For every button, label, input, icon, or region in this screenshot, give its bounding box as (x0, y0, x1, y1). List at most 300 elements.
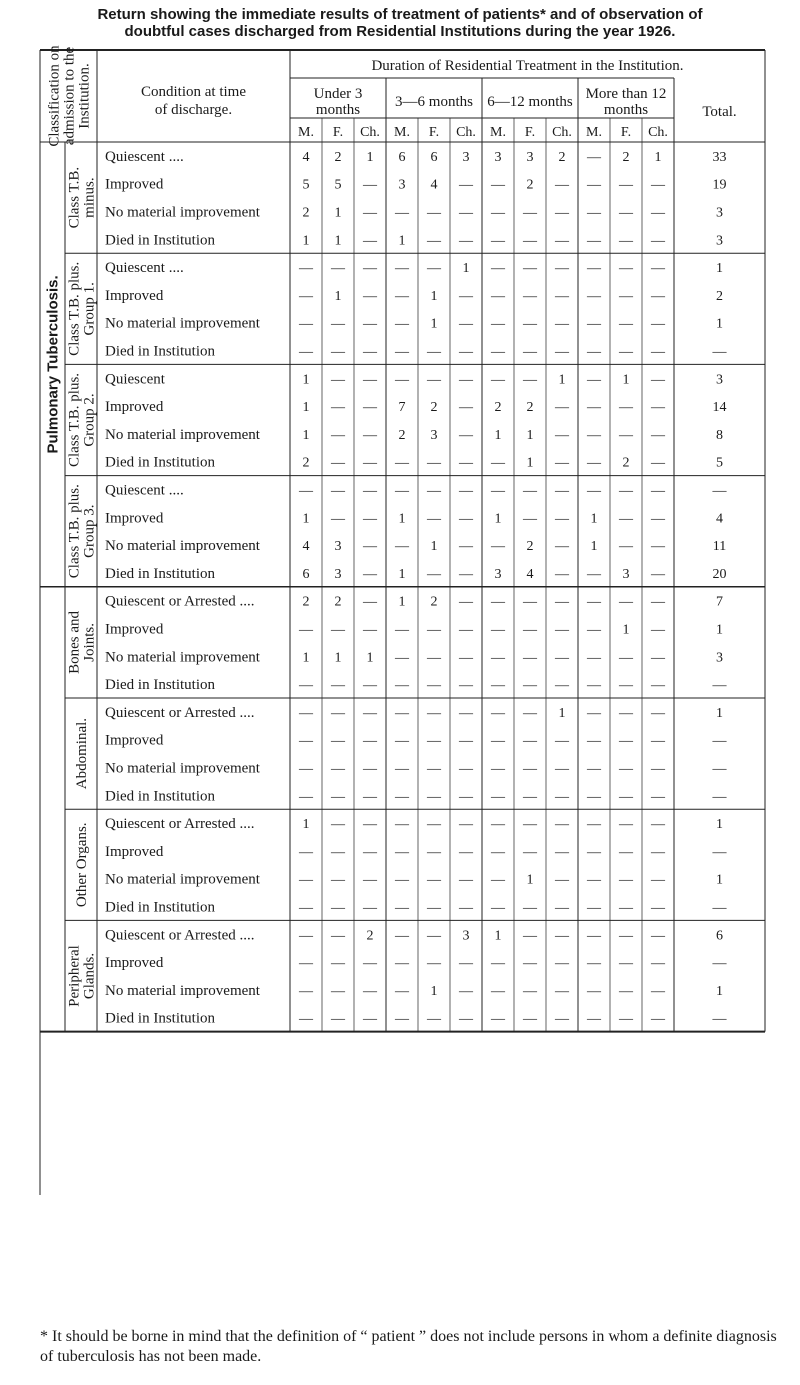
cell-value: — (619, 205, 633, 221)
cell-value: — (587, 705, 601, 721)
cell-value: — (651, 761, 665, 777)
cell-value: — (363, 205, 377, 221)
cell-value: — (523, 650, 537, 666)
cell-value: — (651, 1011, 665, 1027)
cell-value: — (523, 1011, 537, 1027)
cell-value: 1 (654, 149, 662, 165)
cell-value: — (331, 983, 345, 999)
cell-value: — (555, 483, 569, 499)
cell-value: — (459, 566, 473, 582)
cell-value: — (395, 900, 409, 916)
cell-value: — (427, 261, 441, 277)
cell-value: — (587, 956, 601, 972)
cell-value: — (651, 400, 665, 416)
cell-value: — (555, 511, 569, 527)
title-line-1: Return showing the immediate results of treatment of patients* and of observation of (97, 6, 703, 23)
cell-value: — (363, 872, 377, 888)
sex-column-header: Ch. (552, 125, 572, 140)
cell-value: — (459, 344, 473, 360)
cell-value: — (555, 594, 569, 610)
cell-value: — (427, 705, 441, 721)
cell-value: — (459, 400, 473, 416)
cell-value: — (363, 594, 377, 610)
cell-value: — (555, 678, 569, 694)
cell-value: 7 (398, 400, 406, 416)
sex-column-header: F. (524, 125, 536, 140)
cell-value: 2 (622, 455, 630, 471)
cell-value: — (395, 678, 409, 694)
cell-value: — (587, 622, 601, 638)
cell-value: 1 (716, 261, 723, 277)
condition-label: Improved (105, 510, 164, 527)
section-label-line: Bones and (66, 610, 83, 674)
cell-value: — (651, 678, 665, 694)
cell-value: — (523, 733, 537, 749)
cell-value: — (395, 455, 409, 471)
cell-value: — (651, 344, 665, 360)
cell-value: — (651, 455, 665, 471)
cell-value: — (331, 789, 345, 805)
cell-value: — (555, 761, 569, 777)
cell-value: 1 (558, 372, 566, 388)
cell-value: — (331, 1011, 345, 1027)
cell-value: 8 (716, 427, 723, 443)
cell-value: — (491, 650, 505, 666)
cell-value: — (395, 205, 409, 221)
period-header: 6—12 months (487, 94, 573, 110)
cell-value: — (363, 539, 377, 555)
cell-value: 3 (622, 566, 630, 582)
condition-label: No material improvement (105, 426, 260, 443)
cell-value: — (587, 678, 601, 694)
cell-value: — (555, 733, 569, 749)
cell-value: 1 (590, 511, 598, 527)
section-label-line: Class T.B. (66, 166, 83, 229)
cell-value: — (427, 872, 441, 888)
cell-value: 1 (430, 539, 438, 555)
cell-value: — (363, 733, 377, 749)
cell-value: 4 (302, 149, 310, 165)
condition-label: Died in Institution (105, 788, 215, 805)
cell-value: — (331, 261, 345, 277)
cell-value: 3 (462, 928, 470, 944)
condition-label: No material improvement (105, 760, 260, 777)
condition-label: Improved (105, 399, 164, 416)
cell-value: 1 (302, 427, 310, 443)
cell-value: — (555, 956, 569, 972)
cell-value: — (712, 844, 727, 860)
cell-value: — (619, 872, 633, 888)
cell-value: — (331, 844, 345, 860)
condition-label: Died in Institution (105, 454, 215, 471)
cell-value: — (395, 733, 409, 749)
cell-value: — (587, 288, 601, 304)
cell-value: — (555, 566, 569, 582)
cell-value: — (299, 483, 313, 499)
cell-value: — (555, 205, 569, 221)
cell-value: — (363, 372, 377, 388)
cell-value: — (523, 900, 537, 916)
cell-value: — (555, 928, 569, 944)
pulmonary-group-label (45, 275, 62, 453)
sex-column-header: Ch. (360, 125, 380, 140)
cell-value: — (363, 956, 377, 972)
cell-value: — (459, 705, 473, 721)
section-label-line: Group 3. (81, 504, 98, 558)
condition-label: Quiescent .... (105, 260, 184, 277)
cell-value: — (427, 344, 441, 360)
cell-value: 1 (462, 261, 470, 277)
cell-value: — (587, 1011, 601, 1027)
cell-value: — (587, 900, 601, 916)
cell-value: — (299, 844, 313, 860)
cell-value: 1 (302, 400, 310, 416)
cell-value: 1 (302, 817, 310, 833)
cell-value: — (555, 261, 569, 277)
cell-value: — (523, 261, 537, 277)
cell-value: 1 (716, 817, 723, 833)
section-label (67, 167, 98, 229)
sex-column-header: Ch. (456, 125, 476, 140)
sex-column-header: M. (298, 125, 314, 140)
cell-value: — (363, 455, 377, 471)
cell-value: — (459, 455, 473, 471)
cell-value: — (395, 288, 409, 304)
cell-value: 6 (302, 566, 310, 582)
cell-value: 1 (398, 594, 406, 610)
cell-value: — (491, 261, 505, 277)
cell-value: — (651, 983, 665, 999)
cell-value: 2 (526, 539, 534, 555)
cell-value: — (459, 511, 473, 527)
cell-value: 2 (430, 594, 438, 610)
cell-value: 2 (526, 400, 534, 416)
cell-value: — (363, 566, 377, 582)
title-line-2: doubtful cases discharged from Residential Institutions during the year 1926. (124, 23, 676, 40)
cell-value: — (459, 177, 473, 193)
cell-value: — (651, 566, 665, 582)
cell-value: — (651, 650, 665, 666)
cell-value: — (363, 817, 377, 833)
condition-header: of discharge. (154, 102, 233, 118)
cell-value: — (523, 372, 537, 388)
cell-value: — (363, 177, 377, 193)
cell-value: — (619, 427, 633, 443)
cell-value: 1 (526, 455, 534, 471)
cell-value: — (299, 733, 313, 749)
cell-value: — (619, 789, 633, 805)
cell-value: — (619, 928, 633, 944)
cell-value: — (523, 983, 537, 999)
cell-value: — (299, 344, 313, 360)
cell-value: — (491, 817, 505, 833)
cell-value: — (651, 288, 665, 304)
condition-label: Died in Institution (105, 343, 215, 360)
cell-value: — (619, 400, 633, 416)
cell-value: 1 (716, 705, 723, 721)
cell-value: — (427, 900, 441, 916)
cell-value: — (555, 455, 569, 471)
cell-value: — (395, 1011, 409, 1027)
cell-value: — (712, 483, 727, 499)
cell-value: — (331, 483, 345, 499)
cell-value: — (523, 594, 537, 610)
cell-value: — (619, 956, 633, 972)
cell-value: — (395, 705, 409, 721)
section-label (67, 373, 98, 467)
cell-value: — (523, 205, 537, 221)
cell-value: — (491, 1011, 505, 1027)
cell-value: — (587, 733, 601, 749)
cell-value: — (299, 261, 313, 277)
condition-label: No material improvement (105, 315, 260, 332)
cell-value: — (331, 316, 345, 332)
cell-value: — (491, 705, 505, 721)
condition-label: Improved (105, 843, 164, 860)
condition-label: Died in Institution (105, 677, 215, 694)
cell-value: — (331, 705, 345, 721)
condition-label: Quiescent .... (105, 148, 184, 165)
cell-value: — (459, 983, 473, 999)
cell-value: — (363, 316, 377, 332)
cell-value: — (587, 233, 601, 249)
cell-value: — (619, 761, 633, 777)
cell-value: — (395, 872, 409, 888)
cell-value: — (555, 789, 569, 805)
cell-value: — (712, 761, 727, 777)
cell-value: 1 (398, 566, 406, 582)
cell-value: — (459, 233, 473, 249)
cell-value: — (555, 344, 569, 360)
cell-value: — (395, 539, 409, 555)
classification-header-line: Institution. (76, 63, 93, 129)
cell-value: — (523, 288, 537, 304)
cell-value: — (587, 594, 601, 610)
cell-value: 1 (558, 705, 566, 721)
cell-value: — (395, 761, 409, 777)
cell-value: — (299, 900, 313, 916)
condition-label: Improved (105, 955, 164, 972)
section-label-line: Glands. (81, 952, 98, 1000)
cell-value: — (299, 789, 313, 805)
cell-value: — (523, 928, 537, 944)
cell-value: — (363, 789, 377, 805)
cell-value: — (587, 316, 601, 332)
cell-value: — (363, 483, 377, 499)
cell-value: — (459, 539, 473, 555)
cell-value: — (459, 372, 473, 388)
cell-value: — (555, 288, 569, 304)
cell-value: 1 (398, 233, 406, 249)
cell-value: — (427, 233, 441, 249)
cell-value: — (299, 761, 313, 777)
cell-value: 19 (712, 177, 727, 193)
cell-value: — (331, 622, 345, 638)
cell-value: 2 (494, 400, 502, 416)
section-label-line: Peripheral (66, 945, 83, 1007)
classification-header (47, 45, 93, 147)
section-label (74, 718, 90, 789)
cell-value: 1 (494, 928, 502, 944)
cell-value: — (331, 761, 345, 777)
cell-value: — (459, 733, 473, 749)
condition-label: Quiescent or Arrested .... (105, 927, 255, 944)
cell-value: — (491, 594, 505, 610)
cell-value: 3 (430, 427, 438, 443)
cell-value: — (363, 622, 377, 638)
cell-value: 1 (716, 872, 723, 888)
cell-value: — (651, 233, 665, 249)
cell-value: — (619, 705, 633, 721)
cell-value: — (555, 622, 569, 638)
cell-value: — (491, 539, 505, 555)
cell-value: — (491, 983, 505, 999)
cell-value: — (523, 705, 537, 721)
cell-value: — (619, 594, 633, 610)
sex-column-header: F. (620, 125, 632, 140)
period-header: months (603, 102, 649, 118)
cell-value: — (523, 511, 537, 527)
cell-value: — (395, 817, 409, 833)
cell-value: — (619, 288, 633, 304)
cell-value: — (619, 539, 633, 555)
cell-value: — (459, 844, 473, 860)
cell-value: — (491, 455, 505, 471)
cell-value: — (587, 983, 601, 999)
cell-value: — (299, 622, 313, 638)
cell-value: 5 (302, 177, 310, 193)
cell-value: — (523, 844, 537, 860)
section-label (67, 262, 98, 356)
cell-value: — (587, 205, 601, 221)
section-label-line: Class T.B. plus. (66, 261, 83, 356)
cell-value: 6 (430, 149, 438, 165)
cell-value: — (619, 983, 633, 999)
condition-label: Improved (105, 732, 164, 749)
cell-value: 2 (302, 205, 310, 221)
cell-value: 1 (494, 427, 502, 443)
cell-value: — (587, 149, 601, 165)
cell-value: 3 (526, 149, 534, 165)
cell-value: — (555, 233, 569, 249)
condition-label: Improved (105, 287, 164, 304)
cell-value: — (395, 983, 409, 999)
section-label (74, 822, 90, 907)
section-label-line: Class T.B. plus. (66, 484, 83, 579)
cell-value: — (712, 900, 727, 916)
cell-value: — (587, 372, 601, 388)
cell-value: 1 (494, 511, 502, 527)
cell-value: 1 (622, 622, 630, 638)
cell-value: — (299, 872, 313, 888)
cell-value: — (651, 705, 665, 721)
cell-value: — (651, 205, 665, 221)
cell-value: 11 (712, 539, 727, 555)
cell-value: — (299, 928, 313, 944)
cell-value: — (651, 427, 665, 443)
cell-value: 14 (712, 400, 727, 416)
cell-value: 1 (526, 872, 534, 888)
cell-value: — (331, 427, 345, 443)
cell-value: — (523, 761, 537, 777)
classification-header-line: Classification on (46, 45, 63, 147)
condition-label: Died in Institution (105, 899, 215, 916)
cell-value: 1 (334, 205, 342, 221)
cell-value: — (395, 344, 409, 360)
section-label (67, 945, 98, 1007)
cell-value: — (619, 817, 633, 833)
cell-value: — (491, 372, 505, 388)
cell-value: — (619, 316, 633, 332)
cell-value: — (619, 844, 633, 860)
total-header: Total. (702, 104, 737, 120)
cell-value: — (651, 177, 665, 193)
cell-value: 2 (716, 288, 723, 304)
cell-value: 5 (716, 455, 723, 471)
cell-value: — (363, 427, 377, 443)
cell-value: — (587, 427, 601, 443)
cell-value: — (712, 956, 727, 972)
cell-value: 1 (302, 650, 310, 666)
condition-label: Quiescent or Arrested .... (105, 816, 255, 833)
cell-value: — (459, 205, 473, 221)
cell-value: — (331, 372, 345, 388)
cell-value: — (363, 511, 377, 527)
cell-value: — (395, 372, 409, 388)
section-label-line: Group 2. (81, 393, 98, 447)
cell-value: — (491, 956, 505, 972)
cell-value: 5 (334, 177, 342, 193)
cell-value: 3 (462, 149, 470, 165)
cell-value: — (427, 928, 441, 944)
cell-value: — (427, 678, 441, 694)
cell-value: — (363, 400, 377, 416)
cell-value: — (363, 233, 377, 249)
cell-value: — (427, 455, 441, 471)
cell-value: — (459, 316, 473, 332)
cell-value: — (651, 372, 665, 388)
cell-value: — (427, 761, 441, 777)
cell-value: — (395, 261, 409, 277)
cell-value: — (491, 205, 505, 221)
duration-header: Duration of Residential Treatment in the Institution. (371, 58, 684, 74)
cell-value: — (651, 900, 665, 916)
cell-value: — (363, 983, 377, 999)
cell-value: — (587, 761, 601, 777)
cell-value: — (299, 705, 313, 721)
cell-value: — (555, 539, 569, 555)
condition-label: Died in Institution (105, 1010, 215, 1027)
cell-value: 1 (302, 511, 310, 527)
cell-value: 2 (622, 149, 630, 165)
cell-value: — (619, 678, 633, 694)
cell-value: 2 (430, 400, 438, 416)
cell-value: — (459, 594, 473, 610)
cell-value: — (587, 928, 601, 944)
condition-label: Quiescent .... (105, 482, 184, 499)
condition-label: Quiescent or Arrested .... (105, 704, 255, 721)
cell-value: — (555, 1011, 569, 1027)
cell-value: — (712, 1011, 727, 1027)
cell-value: — (491, 316, 505, 332)
cell-value: — (299, 678, 313, 694)
cell-value: — (395, 483, 409, 499)
cell-value: — (459, 900, 473, 916)
cell-value: — (651, 872, 665, 888)
cell-value: — (427, 205, 441, 221)
cell-value: — (427, 844, 441, 860)
cell-value: — (331, 817, 345, 833)
